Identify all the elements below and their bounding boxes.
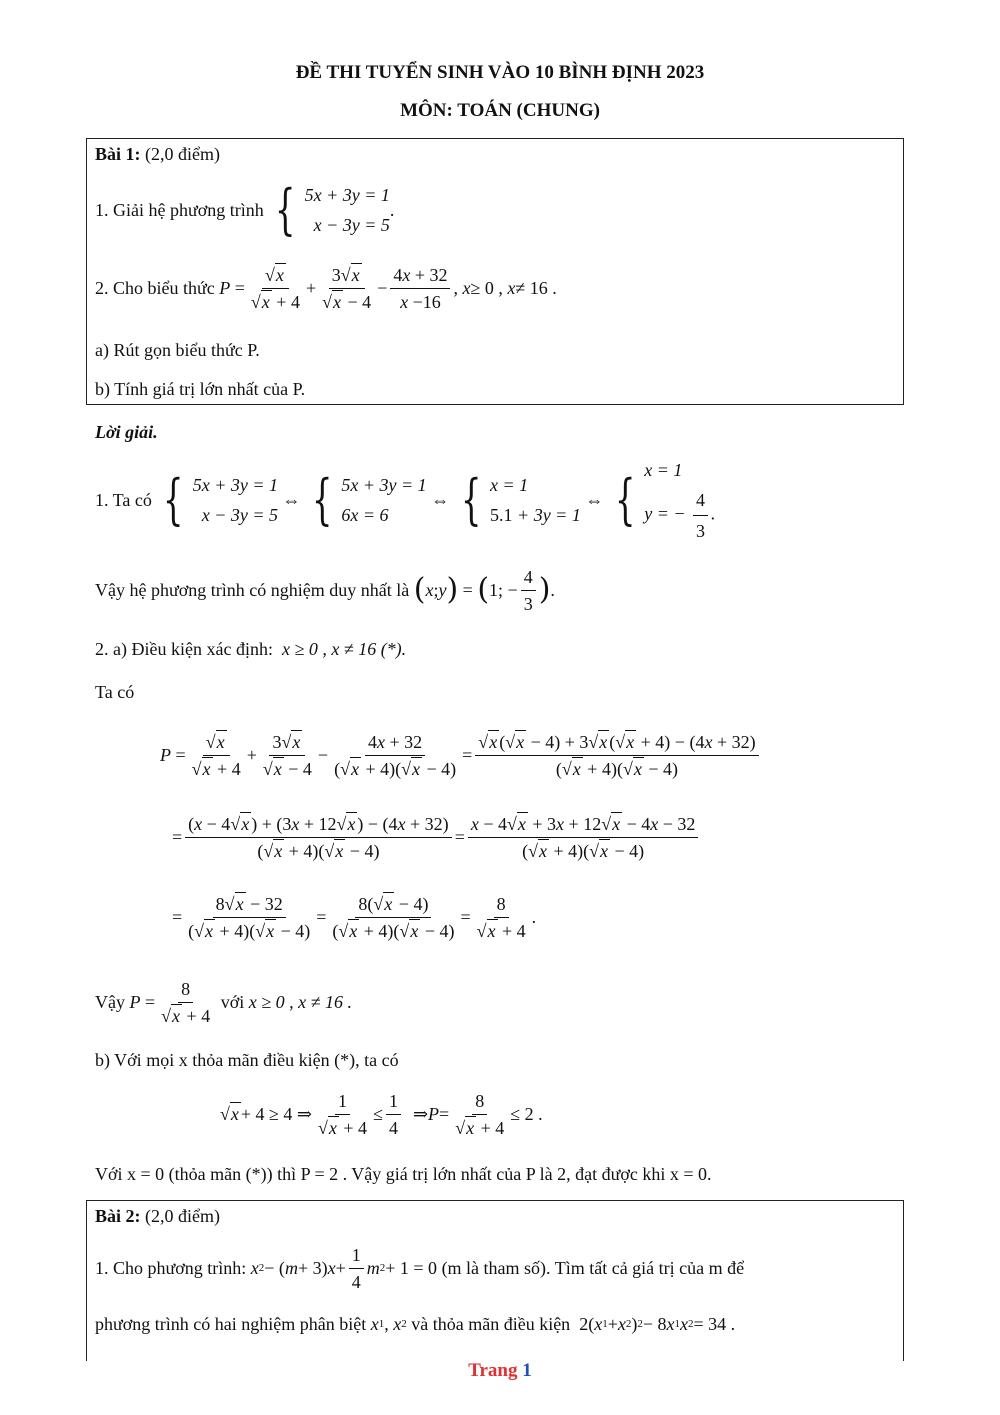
solution-2b-inequality: √x + 4 ≥ 4 ⇒ 1 √x + 4 ≤ 1 4 ⇒ P = 8 √x + 4 ≤ 2 .	[220, 1084, 543, 1144]
problem-1-qa: a) Rút gọn biểu thức P.	[95, 340, 260, 360]
problem-2-q1-line2: phương trình có hai nghiệm phân biệt x 1 , x 2 và thỏa mãn điều kiện 2( x 1 + x 2 ) 2 − 8 x 1 x 2 = 34 .	[95, 1314, 736, 1334]
solution-2a-result: Vậy P = 8 √x + 4 với x ≥ 0 , x ≠ 16 .	[95, 972, 352, 1032]
solution-1-conclusion: Vậy hệ phương trình có nghiệm duy nhất là ( x ; y ) = ( 1; − 4 3 ) .	[95, 562, 555, 618]
problem-2-heading: Bài 2: (2,0 điểm)	[95, 1206, 220, 1226]
problem-1-q2: 2. Cho biểu thức P = √x √x + 4 + 3√x √x − 4 − 4x + 32 x −16 , x ≥ 0 , x ≠ 16 .	[95, 258, 557, 318]
derivation-line-1: P = √x √x + 4 + 3√x √x − 4 − 4x + 32 (√x + 4)(√x − 4) = √x (√x − 4) + 3√x (√x + 4) − (4x + 32) (√x + 4)(√x − 4)	[160, 720, 762, 790]
derivation-line-2: = (x − 4√x ) + (3x + 12√x ) − (4x + 32) (√x + 4)(√x − 4) = x − 4√x + 3x + 12√x − 4x − 32 (√x + 4)(√x − 4)	[172, 802, 701, 872]
system-of-equations: { 5x + 3y = 1 x − 3y = 5	[275, 178, 390, 241]
problem-1-qb: b) Tính giá trị lớn nhất của P.	[95, 379, 306, 399]
page-footer: Trang 1	[468, 1360, 532, 1381]
solution-heading: Lời giải.	[95, 422, 158, 442]
exam-title: ĐỀ THI TUYỂN SINH VÀO 10 BÌNH ĐỊNH 2023	[295, 62, 705, 83]
solution-taco: Ta có	[95, 682, 135, 702]
problem-1-heading: Bài 1: (2,0 điểm)	[95, 144, 220, 164]
problem-2-q1: 1. Cho phương trình: x 2 − ( m + 3) x + 1 4 m 2 + 1 = 0 (m là tham số). Tìm tất cả giá trị của m để	[95, 1240, 744, 1296]
exam-subject: MÔN: TOÁN (CHUNG)	[400, 100, 600, 121]
solution-1: 1. Ta có { 5x + 3y = 1 x − 3y = 5 ⇔ { 5x + 3y = 1 6x = 6 ⇔ { x = 1 5.1 + 3y = 1 ⇔ { x = 1 y = − $\frac{4}{3}$ .	[95, 459, 716, 541]
solution-2b-intro: b) Với mọi x thỏa mãn điều kiện (*), ta có	[95, 1050, 399, 1070]
solution-final: Với x = 0 (thỏa mãn (*)) thì P = 2 . Vậy giá trị lớn nhất của P là 2, đạt được khi x = 0.	[95, 1164, 712, 1184]
problem-1-q1: 1. Giải hệ phương trình { 5x + 3y = 1 x − 3y = 5 .	[95, 178, 395, 241]
solution-2a-condition: 2. a) Điều kiện xác định: x ≥ 0 , x ≠ 16 (*).	[95, 639, 407, 659]
derivation-line-3: = 8√x − 32 (√x + 4)(√x − 4) = 8(√x − 4) (√x + 4)(√x − 4) = 8 √x + 4 .	[172, 882, 536, 952]
